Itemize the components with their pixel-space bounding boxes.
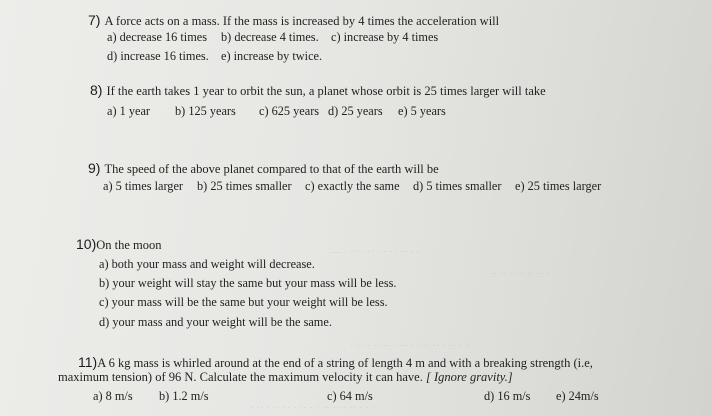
option-d: d) 5 times smaller: [413, 179, 502, 193]
option-a: a) both your mass and weight will decrease.: [99, 257, 315, 271]
question-text: The speed of the above planet compared to that of the earth will be: [104, 162, 439, 176]
question-8: [90, 82, 546, 100]
option-d: d) increase 16 times.: [107, 49, 209, 63]
option-a: a) 5 times larger: [103, 179, 184, 193]
option-e: e) 25 times larger: [515, 179, 602, 193]
bleed-through-text: — · ·· · ·· · · ·· ·· · ·: [330, 246, 420, 258]
option-b: b) your weight will stay the same but your mass will be less.: [99, 276, 397, 290]
option-c: c) 625 years: [259, 104, 320, 118]
question-text: If the earth takes 1 year to orbit the sun, a planet whose orbit is 25 times larger will take: [106, 84, 546, 98]
option-e: e) 5 years: [398, 104, 446, 118]
option-d: d) 25 years: [328, 104, 383, 118]
question-text-plain: maximum tension) of 96 N. Calculate the maximum velocity it can have.: [58, 370, 423, 384]
option-d: d) 16 m/s: [484, 389, 531, 403]
option-e: e) increase by twice.: [221, 49, 323, 63]
option-a: a) 8 m/s: [93, 389, 133, 403]
option-d: d) your mass and your weight will be the same.: [99, 315, 332, 329]
question-number: 10): [76, 236, 97, 252]
question-text: A force acts on a mass. If the mass is increased by 4 times the acceleration will: [104, 14, 500, 28]
question-number: 8): [90, 82, 103, 98]
question-text: On the moon: [96, 238, 162, 252]
question-7: [88, 12, 499, 30]
option-c: c) exactly the same: [305, 179, 400, 193]
question-number: 7): [88, 12, 101, 28]
question-9: [88, 160, 439, 178]
bleed-through-text: · ·· · ·· ·· · ·· · · ·· ·· · ·· · ·: [350, 340, 470, 352]
question-10: [76, 236, 162, 254]
option-c: c) increase by 4 times: [331, 30, 439, 44]
question-number: 9): [88, 160, 101, 176]
option-c: c) 64 m/s: [327, 389, 373, 403]
question-text-line-1: A 6 kg mass is whirled around at the end of a string of length 4 m and with a breaking strength (i.e,: [97, 356, 593, 370]
option-b: b) 1.2 m/s: [159, 389, 209, 403]
question-text-note: [ Ignore gravity.]: [425, 370, 513, 384]
option-b: b) 25 times smaller: [197, 179, 292, 193]
option-b: b) 125 years: [175, 104, 236, 118]
option-b: b) decrease 4 times.: [221, 30, 319, 44]
option-c: c) your mass will be the same but your weight will be less.: [99, 295, 388, 309]
bleed-through-text: ·· ·· ·· · ·· ·· ·: [490, 268, 551, 280]
option-a: a) decrease 16 times: [107, 30, 208, 44]
question-number: 11): [78, 354, 98, 370]
bleed-through-text: · ·· · ·· ·· · ·· · · ·· ·· · ·· · · ·: [250, 402, 376, 414]
option-e: e) 24m/s: [556, 389, 599, 403]
option-a: a) 1 year: [107, 104, 151, 118]
question-text-line-2: [58, 370, 513, 385]
